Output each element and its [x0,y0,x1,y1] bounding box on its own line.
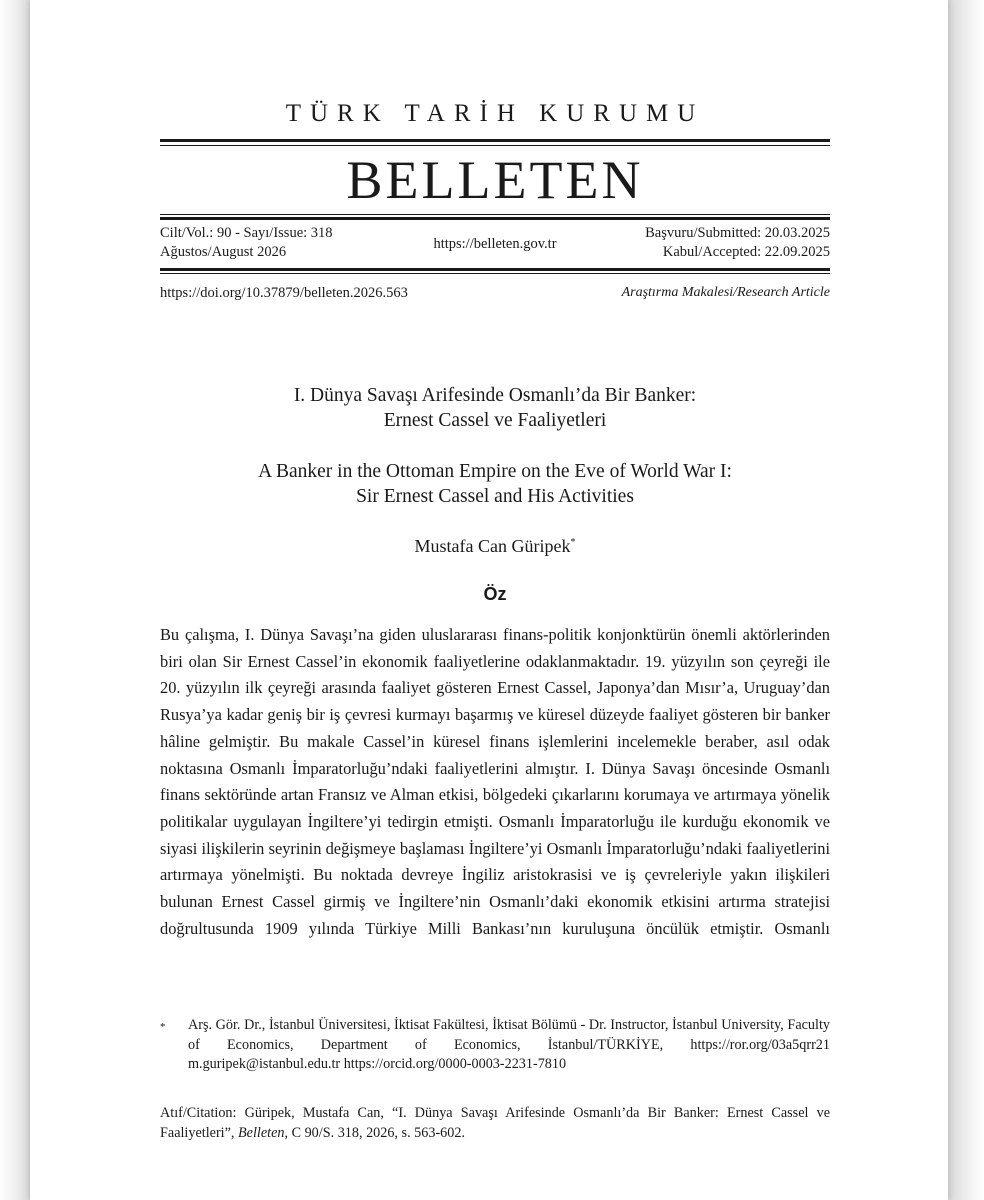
title-turkish-line-1: I. Dünya Savaşı Arifesinde Osmanlı’da Bir Banker: [293,385,697,406]
abstract-heading: Öz [483,584,507,604]
title-english [160,459,830,509]
header-rule-mid-thin [160,214,830,215]
abstract-text: Bu çalışma, I. Dünya Savaşı’na giden uluslararası finans-politik konjonktürün önemli aktörlerinden biri olan Sir Ernest Cassel’in ekonomik faaliyetlerine odaklanmaktadır. 19. yüzyılın son çeyreği ile 20. yüzyılın ilk çeyreği arasında faaliyet gösteren Ernest Cassel, Japonya’dan Mısır’a, Uruguay’dan Rusya’ya kadar geniş bir iş çevresi kurmayı başarmış ve küresel düzeyde faaliyet gösteren bir banker hâline gelmiştir. Bu makale Cassel’in küresel finans işlemlerini incelemekle beraber, asıl odak noktasına Osmanlı İmparatorluğu’ndaki faaliyetlerini almıştır. I. Dünya Savaşı öncesinde Osmanlı finans sektöründe artan Fransız ve Alman etkisi, bölgedeki çıkarlarını korumaya ve artırmaya yönelik politikalar uygulayan İngiltere’yi tedirgin etmişti. Osmanlı İmparatorluğu ile kurduğu ekonomik ve siyasi ilişkilerin seyrinin değişmeye başlaması İngiltere’yi Osmanlı İmparatorluğu’ndaki faaliyetlerini artırmaya yönelmişti. Bu noktada devreye İngiliz aristokrasisi ve iş çevreleriyle yakın ilişkileri bulunan Ernest Cassel girmiş ve İngiltere’nin Osmanlı’daki ekonomik etkisini artırma stratejisi doğrultusunda 1909 yılında Türkiye Milli Bankası’nın kuruluşuna öncülük etmiştir. Osmanlı [160,625,830,938]
header-rule-mid-thick [160,217,830,220]
author-line [160,536,830,557]
author-name: Mustafa Can Güripek [414,536,571,556]
submission-dates [530,224,830,262]
accepted-date: Kabul/Accepted: 22.09.2025 [662,244,830,260]
header-rule-bottom-thick [160,268,830,271]
page-edge-shadow-right [948,0,984,1200]
institution-name: TÜRK TARİH KURUMU [285,100,705,127]
citation-prefix: Atıf/Citation: Güripek, Mustafa Can, “I. Dünya Savaşı Arifesinde Osmanlı’da Bir Banker: Ernest Cassel ve Faaliyetleri”, [160,1105,830,1141]
header-rule-top-thin [160,145,830,146]
citation-suffix: , C 90/S. 318, 2026, s. 563-602. [284,1124,465,1141]
document-page [30,0,948,1200]
article-type: Araştırma Makalesi/Research Article [621,285,830,300]
title-turkish [160,383,830,433]
header-rule-bottom-thin [160,273,830,274]
author-footnote-mark[interactable]: * [570,537,576,548]
citation [160,1104,830,1143]
page-edge-shadow-left [0,0,30,1200]
title-turkish-line-2: Ernest Cassel ve Faaliyetleri [383,410,607,431]
footnote-text: Arş. Gör. Dr., İstanbul Üniversitesi, İktisat Fakültesi, İktisat Bölümü - Dr. Instructor, İstanbul University, Faculty of Economics, Department of Economics, İstanbul/TÜRKİYE, https://ror.org/03a5qrr21 m.guripek@istanbul.edu.tr https://orcid.org/0000-0003-2231-7810 [188,1017,830,1072]
title-english-line-2: Sir Ernest Cassel and His Activities [356,486,634,507]
footnote-mark: * [160,1021,166,1033]
header-rule-top-thick [160,139,830,142]
journal-title: BELLETEN [346,150,644,210]
submitted-date: Başvuru/Submitted: 20.03.2025 [645,225,830,241]
citation-journal: Belleten [238,1124,285,1141]
doi-link[interactable]: https://doi.org/10.37879/belleten.2026.563 [160,285,408,301]
author-footnote [160,1016,830,1075]
volume-issue: Cilt/Vol.: 90 - Sayı/Issue: 318 [160,225,333,241]
issue-date: Ağustos/August 2026 [160,244,287,260]
title-english-line-1: A Banker in the Ottoman Empire on the Eve of World War I: [258,461,732,482]
journal-website[interactable]: https://belleten.gov.tr [433,236,557,252]
